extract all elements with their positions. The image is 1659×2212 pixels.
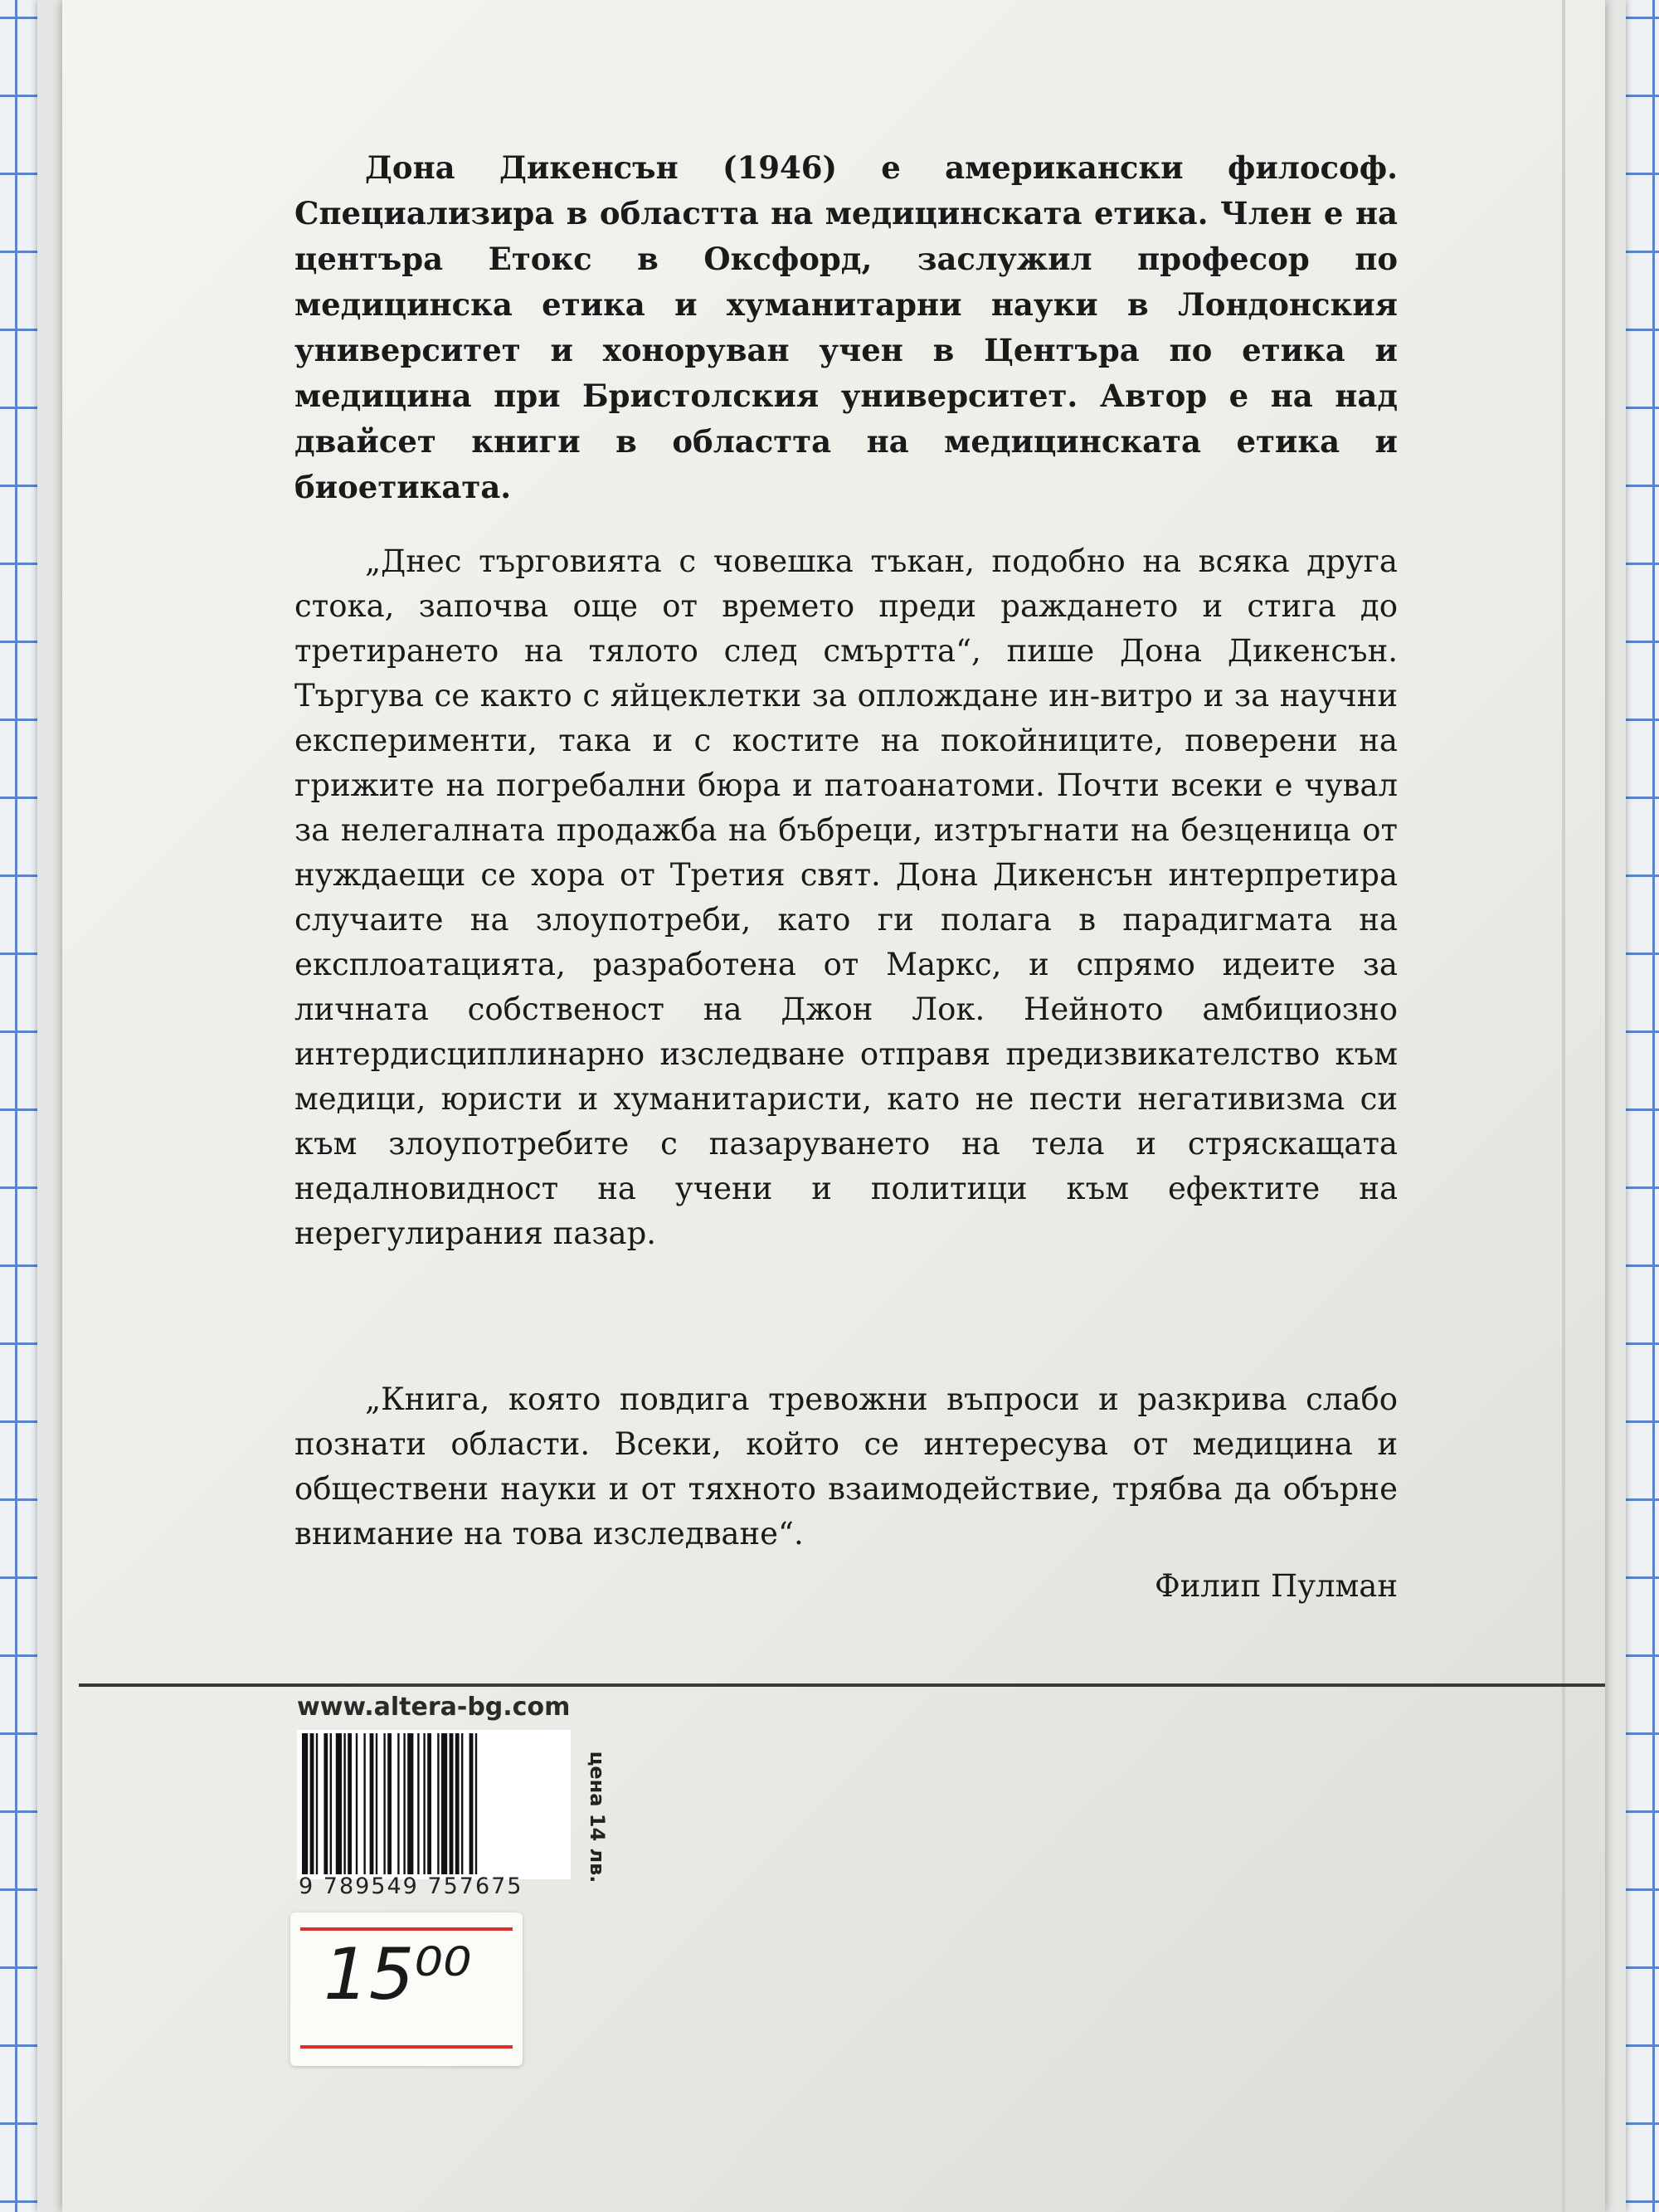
- sticker-red-line-bottom: [300, 2045, 513, 2049]
- barcode-bar: [437, 1733, 439, 1874]
- sticker-price: 15⁰⁰: [324, 1933, 472, 2016]
- barcode-bar: [455, 1733, 460, 1874]
- divider-line: [79, 1683, 1605, 1687]
- barcode-bar: [316, 1733, 318, 1874]
- barcode-bar: [363, 1733, 365, 1874]
- barcode-bar: [397, 1733, 399, 1874]
- barcode-bar: [310, 1733, 314, 1874]
- publisher-website: www.altera-bg.com: [297, 1693, 571, 1722]
- barcode-bar: [461, 1733, 463, 1874]
- barcode-bar: [324, 1733, 328, 1874]
- isbn-number: 9 789549 757675: [299, 1873, 523, 1899]
- barcode-bar: [469, 1733, 474, 1874]
- price-sticker: [290, 1912, 523, 2066]
- barcode-bar: [383, 1733, 385, 1874]
- barcode-bar: [343, 1733, 345, 1874]
- barcode-bar: [387, 1733, 392, 1874]
- author-bio: Дона Дикенсън (1946) е американски философ. Специализира в областта на медицинската етика. Член е на центъра Етокс в Оксфорд, заслужил професор по медицинска етика и хуманитарни науки в Лондонския университет и хоноруван учен в Центъра по етика и медицина при Бристолския университет. Автор е на над двайсет книги в областта на медицинската етика и биоетиката.: [294, 149, 1398, 505]
- barcode-bar: [370, 1733, 374, 1874]
- quote-author: Филип Пулман: [1154, 1568, 1398, 1604]
- sticker-red-line-top: [300, 1927, 513, 1931]
- barcode-bar: [330, 1733, 332, 1874]
- barcode-bar: [403, 1733, 405, 1874]
- review-quote: „Книга, която повдига тревожни въпроси и разкрива слабо познати области. Всеки, който се интересува от медицина и обществени науки и от тяхното взаимодействие, трябва да обърне внимание на това изследване“.: [294, 1381, 1398, 1552]
- barcode-bar: [302, 1733, 308, 1874]
- barcode-bar: [407, 1733, 413, 1874]
- barcode-bar: [336, 1733, 342, 1874]
- barcode-bar: [356, 1733, 358, 1874]
- printed-price-label: цена 14 лв.: [586, 1751, 609, 1883]
- barcode-bar: [376, 1733, 377, 1874]
- barcode-bar: [450, 1733, 454, 1874]
- barcode-bar: [417, 1733, 419, 1874]
- barcode-bar: [475, 1733, 477, 1874]
- spine-edge: [1562, 0, 1565, 2212]
- barcode-bar: [348, 1733, 352, 1874]
- book-description: „Днес търговията с човешка тъкан, подобно на всяка друга стока, започва още от времето преди раждането и стига до третирането на тялото след смъртта“, пише Дона Дикенсън. Търгува се както с яйцеклетки за оплождане ин-витро и за научни експерименти, така и с костите на покойниците, поверени на грижите на погребални бюра и патоанатоми. Почти всеки е чувал за нелегалната продажба на бъбреци, изтръгнати на безценица от нуждаещи се хора от Третия свят. Дона Дикенсън интерпретира случаите на злоупотреби, като ги полага в парадигмата на експлоатацията, разработена от Маркс, и спрямо идеите за личната собственост на Джон Лок. Нейното амбициозно интердисциплинарно изследване отправя предизвикателство към медици, юристи и хуманитаристи, като не пести негативизма си към злоупотребите с пазаруването на тела и стряскащата недалновидност на учени и политици към ефектите на нерегулирания пазар.: [294, 543, 1398, 1251]
- barcode-bars: [297, 1730, 571, 1879]
- barcode: [297, 1730, 571, 1879]
- barcode-bar: [427, 1733, 431, 1874]
- barcode-bar: [441, 1733, 447, 1874]
- barcode-bar: [423, 1733, 425, 1874]
- printed-price: [577, 1730, 618, 1904]
